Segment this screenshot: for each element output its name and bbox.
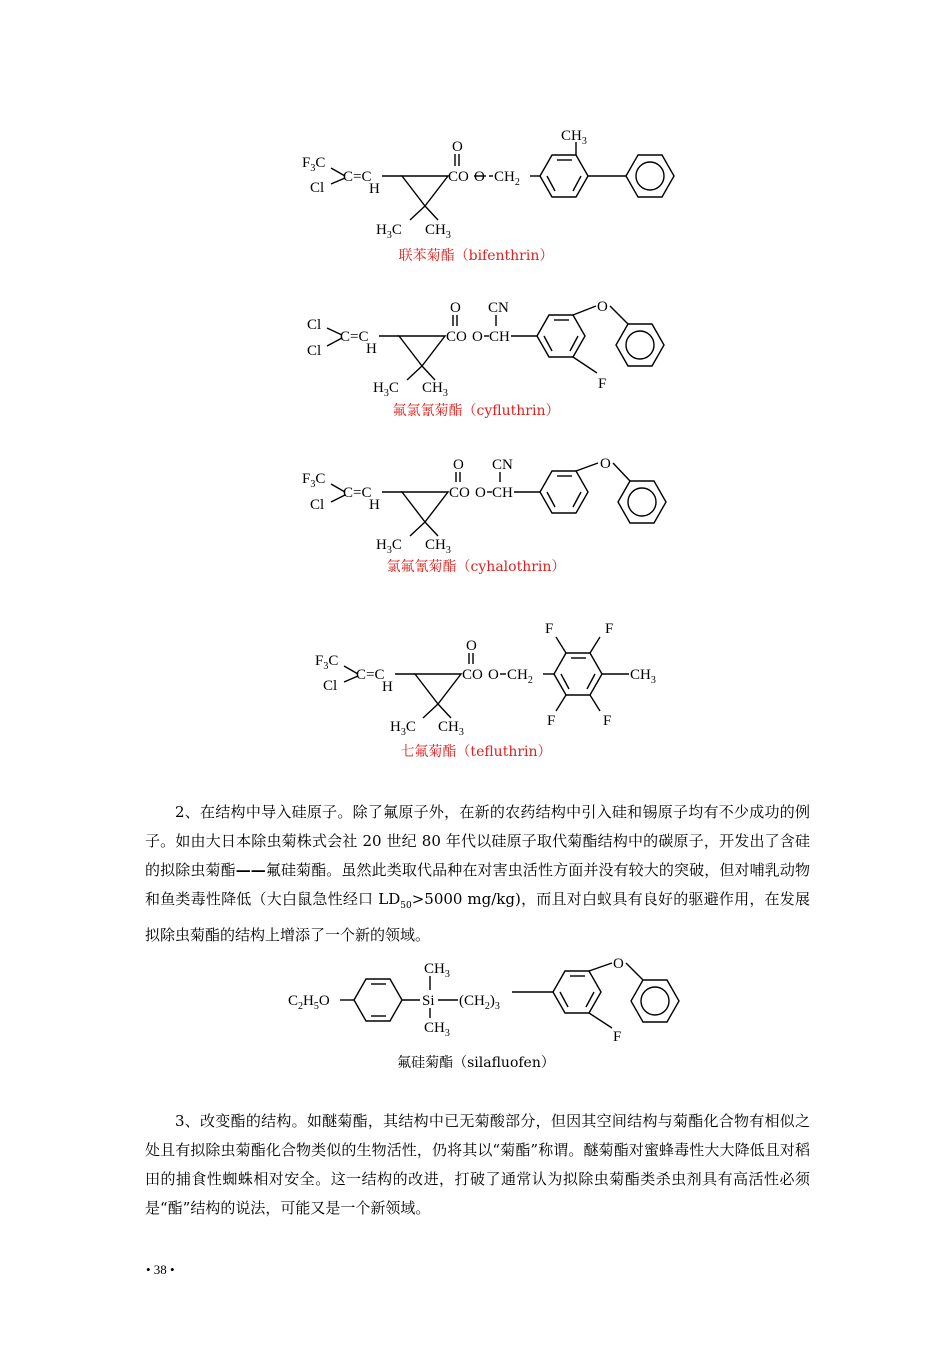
- cl2-label: Cl: [307, 343, 322, 359]
- p2-text-a: 2、在结构中导入硅原子。除了氟原子外，在新的农药结构中引入硅和锡原子均有不少成功的例子。如由大日本除虫菊株式会社 20 世纪 80 年代以硅原子取代菊酯结构中的碳原子，开发出了含硅的拟除虫菊酯: [145, 803, 810, 879]
- ch3-top-label: $CH_3$: [424, 961, 450, 980]
- carbonyl-o-label: O: [450, 300, 461, 316]
- p2-text-b: 氟硅菊酯。虽然此类取代品种在对害虫活性方面并没有较大的突破，但对哺乳动物和鱼类毒性降低（大白鼠急性经口 LD: [145, 861, 810, 908]
- p2-text-c: >5000 mg/kg)，而且对白蚁具有良好的驱避作用，在发展拟除虫菊酯的结构上增添了一个新的领域。: [145, 890, 810, 944]
- paragraph-silicon: [145, 798, 810, 950]
- ester-o-label: O: [475, 485, 486, 501]
- cyfluthrin-caption: 氟氯氰菊酯（cyfluthrin）: [392, 403, 560, 419]
- ether-o-label: O: [597, 299, 608, 315]
- c-eq-c-label: C=C: [340, 329, 369, 345]
- h-label: H: [369, 497, 380, 513]
- bifenthrin-structure: [0, 118, 952, 238]
- h3c-label: $H_3C$: [376, 222, 402, 238]
- carbonyl-o-label: O: [453, 457, 464, 473]
- ester-o-label: O: [472, 329, 483, 345]
- ch2-3-label: $(CH_2)_3$: [459, 993, 500, 1012]
- bifenthrin-caption: 联苯菊酯（bifenthrin）: [398, 248, 554, 264]
- f-bottom-right-label: F: [603, 713, 612, 729]
- c2h5o-label: $C_2H_5O$: [288, 993, 330, 1012]
- ch3-label: $CH_3$: [425, 537, 451, 555]
- c-eq-c-label: C=C: [343, 485, 372, 501]
- cl-label: Cl: [310, 180, 325, 196]
- paragraph-ester-structure: [145, 1107, 810, 1223]
- f-top-left-label: F: [545, 621, 554, 637]
- f3c-label: $F_3C$: [315, 653, 339, 672]
- c-eq-c-label: C=C: [343, 169, 372, 185]
- cn-label: CN: [492, 457, 513, 473]
- carbonyl-o-label: O: [466, 638, 477, 654]
- h3c-label: $H_3C$: [390, 719, 416, 735]
- ch3-label: $CH_3$: [438, 719, 464, 735]
- cl1-label: Cl: [307, 317, 322, 333]
- p3-text: 3、改变酯的结构。如醚菊酯，其结构中已无菊酸部分，但因其空间结构与菊酯化合物有相似之处且有拟除虫菊酯化合物类似的生物活性，仍将其以“菊酯”称谓。醚菊酯对蜜蜂毒性大大降低且对稻田的捕食性蜘蛛相对安全。这一结构的改进，打破了通常认为拟除虫菊酯类杀虫剂具有高活性必须是“酯”结构的说法，可能又是一个新领域。: [145, 1112, 810, 1217]
- ld50-subscript: 50: [400, 901, 412, 911]
- co-label: CO: [448, 169, 469, 185]
- ch3-label: $CH_3$: [422, 380, 448, 398]
- ester-o-label: O: [474, 169, 485, 185]
- co-label: CO: [446, 329, 467, 345]
- tefluthrin-caption: 七氟菊酯（tefluthrin）: [400, 744, 552, 760]
- ch2-label: $CH_2$: [507, 667, 533, 686]
- h-label: H: [366, 341, 377, 357]
- ch-label: CH: [489, 329, 510, 345]
- h3c-label: $H_3C$: [373, 380, 399, 398]
- co-label: CO: [462, 667, 483, 683]
- f-top-right-label: F: [605, 621, 614, 637]
- cyhalothrin-structure: [0, 455, 952, 555]
- h-label: H: [382, 679, 393, 695]
- cl-label: Cl: [323, 678, 338, 694]
- f-label: F: [613, 1029, 622, 1042]
- p2-dash: ——: [235, 861, 266, 879]
- carbonyl-o-label: O: [452, 139, 463, 155]
- ch3-label: $CH_3$: [425, 222, 451, 238]
- cl-label: Cl: [310, 497, 325, 513]
- silafluofen-caption: 氟硅菊酯（silafluofen）: [397, 1055, 555, 1071]
- silafluofen-structure: [0, 952, 952, 1042]
- cyhalothrin-caption: 氯氟氰菊酯（cyhalothrin）: [386, 559, 566, 575]
- ch3-bottom-label: $CH_3$: [424, 1020, 450, 1039]
- cn-label: CN: [488, 300, 509, 316]
- ch3-top-label: $CH_3$: [561, 128, 587, 147]
- cyfluthrin-structure: [0, 298, 952, 398]
- si-label: Si: [422, 993, 435, 1009]
- f-label: F: [598, 376, 607, 392]
- f3c-label: $F_3C$: [302, 471, 326, 490]
- ch-label: CH: [492, 485, 513, 501]
- ether-o-label: O: [613, 956, 624, 972]
- co-label: CO: [449, 485, 470, 501]
- h-label: H: [369, 181, 380, 197]
- h3c-label: $H_3C$: [376, 537, 402, 555]
- tefluthrin-structure: [0, 615, 952, 735]
- ester-o-label: O: [488, 667, 499, 683]
- ch3-right-label: $CH_3$: [630, 667, 656, 686]
- ether-o-label: O: [600, 456, 611, 472]
- ch2-label: $CH_2$: [494, 169, 520, 188]
- page-number: • 38 •: [146, 1262, 175, 1277]
- f3c-label: $F_3C$: [302, 155, 326, 174]
- c-eq-c-label: C=C: [356, 667, 385, 683]
- f-bottom-left-label: F: [547, 713, 556, 729]
